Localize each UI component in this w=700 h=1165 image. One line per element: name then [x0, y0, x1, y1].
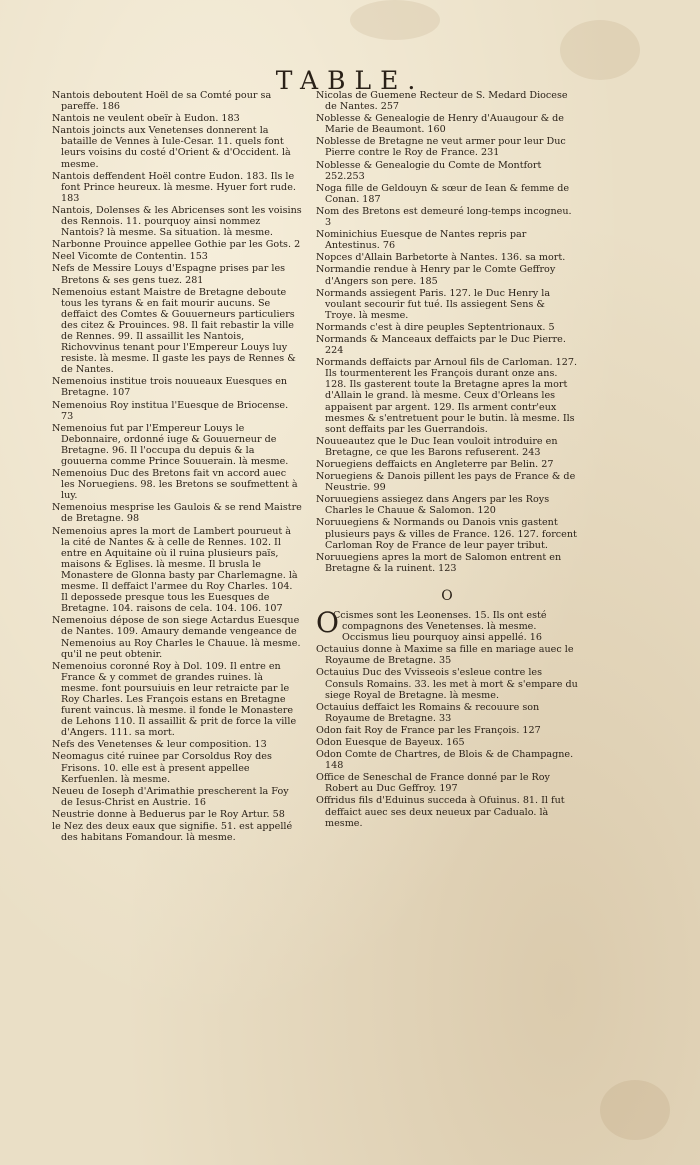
index-entry: Noruegiens deffaicts en Angleterre par Belin. 27: [316, 459, 554, 470]
index-entry: Neel Vicomte de Contentin. 153: [52, 251, 208, 263]
index-entry: Noruuegiens apres la mort de Salomon entrent en Bretagne & la ruinent. 123: [316, 551, 562, 574]
index-entry: Offridus fils d'Eduinus succeda à Ofuinus. 81. Il fut deffaict auec ses deux neueux par Cadualo. là mesme.: [316, 795, 565, 829]
index-entry: Nemenoius dépose de son siege Actardus Euesque de Nantes. 109. Amaury demande vengeance de Nemenoius au Roy Charles le Chauue. là mesme. qu'il ne peut obtenir.: [52, 615, 301, 660]
index-entry: Neustrie donne à Beduerus par le Roy Artur. 58: [52, 808, 285, 820]
index-entry: Odon Euesque de Bayeux. 165: [316, 736, 465, 748]
index-entry: Nom des Bretons est demeuré long-temps incogneu. 3: [316, 205, 572, 229]
index-entry: Nemenoius mesprise les Gaulois & se rend Maistre de Bretagne. 98: [52, 502, 302, 525]
index-entry: Nantois deboutent Hoël de sa Comté pour sa pareffe. 186: [52, 90, 272, 113]
index-entry: Normands assiegent Paris. 127. le Duc Henry la voulant secourir fut tué. Ils assiegent Sens & Troye. là mesme.: [316, 287, 551, 321]
index-entry: Normands c'est à dire peuples Septentrionaux. 5: [316, 321, 555, 333]
index-entry: Octauius deffaict les Romains & recouure son Royaume de Bretagne. 33: [316, 701, 540, 724]
index-entry: Nefs de Messire Louys d'Espagne prises par les Bretons & ses gens tuez. 281: [52, 263, 286, 286]
right-column: [316, 90, 578, 830]
index-entry: Odon Comte de Chartres, de Blois & de Champagne. 148: [316, 749, 574, 772]
index-entry: Octauius Duc des Vvisseois s'esleue contre les Consuls Romains. 33. les met à mort & s'empare du siege Royal de Bretagne. là mesme.: [316, 667, 578, 701]
left-column: [52, 90, 302, 844]
index-entry: Narbonne Prouince appellee Gothie par les Gots. 2: [52, 239, 301, 251]
index-entry: Nemenoius apres la mort de Lambert pourueut à la cité de Nantes & à celle de Rennes. 102. Il entre en Aquitaine où il ruina plusieurs païs, maisons & Eglises. là mesme. Il brusla le Monastere de Glonna basty par Charlemagne. là mesme. Il deffaict l'armee du Roy Charles. 104. Il depossede presque tous les Euesques de Bretagne. 104. raisons de cela. 104. 106. 107: [52, 525, 298, 615]
index-entry: Nopces d'Allain Barbetorte à Nantes. 136. sa mort.: [316, 252, 566, 264]
index-entry: Neueu de Ioseph d'Arimathie prescherent la Foy de Iesus-Christ en Austrie. 16: [52, 785, 289, 808]
index-entry: Nemenoius Duc des Bretons fait vn accord auec les Noruegiens. 98. les Bretons se soufmettent à luy.: [52, 468, 298, 502]
section-letter: O: [441, 587, 453, 604]
index-entry: Nouueautez que le Duc Iean vouloit introduire en Bretagne, ce que les Barons refuserent. 243: [316, 435, 558, 458]
index-entry: Noblesse & Genealogie du Comte de Montfort 252.253: [316, 159, 542, 182]
index-entry: Neomagus cité ruinee par Corsoldus Roy des Frisons. 10. elle est à present appellee Kerfuenlen. là mesme.: [52, 751, 272, 785]
index-entry: Nominichius Euesque de Nantes repris par Antestinus. 76: [316, 229, 527, 252]
paper-stain: [600, 1080, 670, 1140]
index-entry: Nemenoius fut par l'Empereur Louys le Debonnaire, ordonné iuge & Gouuerneur de Bretagne. 96. Il l'occupa du depuis & la gouuerna comme Prince Souuerain. là mesme.: [52, 422, 289, 467]
page-title: TABLE.: [275, 66, 425, 95]
paper-stain: [350, 0, 440, 40]
index-entry: Nantois joincts aux Venetenses donnerent la bataille de Vennes à Iule-Cesar. 11. quels font leurs voisins du costé d'Orient & d'Occident. là mesme.: [52, 125, 291, 170]
index-entry: Nemenoius coronné Roy à Dol. 109. Il entre en France & y commet de grandes ruines. là mesme. font poursuiuis en leur retraicte par le Roy Charles. Les François estans en Bretagne furent vaincus. là mesme. il fonde le Monastere de Lehons 110. Il assaillit & prit de force la ville d'Angers. 111. sa mort.: [52, 660, 297, 739]
index-entry: OCcismes sont les Leonenses. 15. Ils ont esté compagnons des Venetenses. là mesme. Occismus lieu pourquoy ainsi appellé. 16: [316, 605, 547, 644]
index-entry: Nemenoius estant Maistre de Bretagne deboute tous les tyrans & en fait mourir aucuns. Se deffaict des Comtes & Gouuerneurs particuliers des citez & Prouinces. 98. Il fait rebastir la ville de Rennes. 99. Il assaillit les Nantois, Richovvinus tenant pour l'Empereur Louys luy resiste. là mesme. Il gaste les pays de Rennes & de Nantes.: [52, 286, 296, 376]
index-entry: Noga fille de Geldouyn & sœur de Iean & femme de Conan. 187: [316, 182, 570, 205]
index-entry: Nicolas de Guemene Recteur de S. Medard Diocese de Nantes. 257: [316, 90, 568, 113]
index-entry: Nefs des Venetenses & leur composition. 13: [52, 739, 267, 751]
index-entry: Noruuegiens & Normands ou Danois vnis gastent plusieurs pays & villes de France. 126. 127. forcent Carloman Roy de France de leur payer tribut.: [316, 517, 577, 551]
index-entry: Noblesse de Bretagne ne veut armer pour leur Duc Pierre contre le Roy de France. 231: [316, 136, 566, 159]
index-entry: Noruuegiens assiegez dans Angers par les Roys Charles le Chauue & Salomon. 120: [316, 494, 550, 517]
index-entry: Noruegiens & Danois pillent les pays de France & de Neustrie. 99: [316, 471, 576, 494]
index-entry: le Nez des deux eaux que signifie. 51. est appellé des habitans Fomandour. là mesme.: [52, 821, 293, 844]
index-entry: Normands & Manceaux deffaicts par le Duc Pierre. 224: [316, 333, 566, 357]
index-entry: Normandie rendue à Henry par le Comte Geffroy d'Angers son pere. 185: [316, 264, 556, 287]
index-entry: Noblesse & Genealogie de Henry d'Auaugour & de Marie de Beaumont. 160: [316, 113, 564, 136]
index-entry: Nemenoius Roy institua l'Euesque de Briocense. 73: [52, 399, 289, 422]
index-entry: Nantois deffendent Hoël contre Eudon. 183. Ils le font Prince heureux. là mesme. Hyuer fort rude. 183: [52, 170, 296, 204]
index-entry: Nantois, Dolenses & les Abricenses sont les voisins des Rennois. 11. pourquoy ainsi nommez Nantois? là mesme. Sa situation. là mesme.: [52, 204, 302, 239]
index-entry: Normands deffaicts par Arnoul fils de Carloman. 127. Ils tourmenterent les François durant onze ans. 128. Ils gasterent toute la Bretagne apres la mort d'Allain le grand. là mesme. Ceux d'Orleans les appaisent par argent. 129. Ils arment contr'eux mesmes & s'entretuent pour le butin. là mesme. Ils sont deffaits par les Guerrandois.: [316, 357, 578, 435]
index-entry: Odon fait Roy de France par les François. 127: [316, 724, 541, 736]
index-entry: Nantois ne veulent obeïr à Eudon. 183: [52, 113, 240, 125]
index-entry: Office de Seneschal de France donné par le Roy Robert au Duc Geffroy. 197: [316, 772, 550, 795]
index-entry: Octauius donne à Maxime sa fille en mariage auec le Royaume de Bretagne. 35: [316, 644, 574, 667]
index-entry: Nemenoius institue trois nouueaux Euesques en Bretagne. 107: [52, 376, 288, 399]
